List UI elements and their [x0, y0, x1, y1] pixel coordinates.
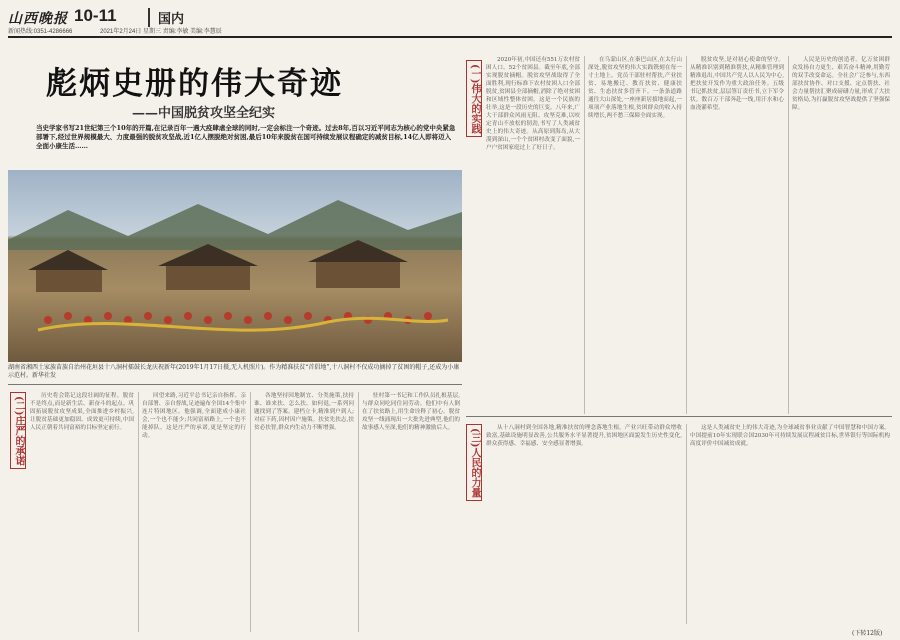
page-header	[8, 8, 892, 38]
text-column-5	[30, 392, 134, 632]
column-rule	[138, 392, 139, 632]
text-column-7	[254, 392, 354, 632]
paragraph: 2020年初,中国还有551万农村贫困人口、52个贫困县。截至年底,全部实现脱贫摘帽。脱贫攻坚战取得了全面胜利,现行标准下农村贫困人口全部脱贫,贫困县全部摘帽,消除了绝对贫困和区域性整体贫困。这是一个民族的壮举,这是一段历史的巨变。八年来,广大干部群众风雨无阻、攻坚克难,以咬定青山不放松的韧劲,书写了人类减贫史上的伟大奇迹。从高原到海岛,从大漠到深山,一个个贫困村改变了面貌,一户户贫困家庭过上了好日子。	[486, 57, 580, 151]
paragraph: 在乌蒙山区,在秦巴山区,在太行山深处,脱贫攻坚的伟大实践镌刻在每一寸土地上。党员干部驻村帮扶,产业扶贫、易地搬迁、教育扶贫、健康扶贫、生态扶贫多管齐下。一条条道路通往大山深处,一座座新居拔地而起,一项项产业落地生根,贫困群众的收入持续增长,两不愁三保障全面实现。	[588, 57, 682, 119]
headline: 彪炳史册的伟大奇迹	[46, 66, 343, 102]
section-label: 国内	[148, 8, 184, 27]
news-hotline: 新闻热线:0351-4286666	[8, 29, 73, 35]
text-column-4	[792, 56, 890, 414]
text-column-2	[588, 56, 682, 414]
text-column-6	[142, 392, 246, 632]
text-column-1	[486, 56, 580, 414]
page-number: 10-11	[74, 6, 117, 25]
continued-note: (下转12版)	[852, 630, 883, 637]
text-column-3	[690, 56, 784, 414]
paragraph: 各地坚持因地制宜、分类施策,扶持谁、谁来扶、怎么扶、如何退,一系列问题找到了答案。建档立卡,精准到户到人;对症下药,因村因户施策。扶贫先扶志,扶贫必扶智,群众内生动力不断增强。	[254, 393, 354, 431]
column-rule	[686, 424, 687, 624]
text-column-10	[690, 424, 890, 624]
paragraph: 历史将会铭记这段壮阔的征程。脱贫不是终点,而是新生活、新奋斗的起点。巩固拓展脱贫攻坚成果,全面推进乡村振兴,让脱贫基础更加稳固、成效更可持续,中国人民正朝着共同富裕的目标坚定前行。	[30, 393, 134, 431]
divider-rule	[8, 384, 462, 385]
section-marker-promise: (二)庄严的承诺	[10, 392, 26, 469]
paragraph: 回望来路,习近平总书记亲自指挥、亲自部署、亲自督战,足迹遍布全国14个集中连片特困地区。他强调,全面建成小康社会,一个也不能少;共同富裕路上,一个也不能掉队。这是庄严的承诺,更是坚定的行动。	[142, 393, 246, 439]
subheadline: ——中国脱贫攻坚全纪实	[132, 106, 276, 121]
village-photo	[8, 170, 462, 362]
text-column-8	[362, 392, 460, 632]
paragraph: 驻村第一书记和工作队员扎根基层,与群众同吃同住同劳动。他们中有人倒在了扶贫路上,用生命诠释了初心。脱贫攻坚一线涌现出一大批先进典型,他们的故事感人至深,他们的精神激励后人。	[362, 393, 460, 431]
column-rule	[358, 392, 359, 632]
text-column-9	[486, 424, 682, 624]
paragraph: 从十八洞村到全国各地,精准扶贫的理念落地生根。产业兴旺带动群众增收致富,基础设施明显改善,公共服务水平显著提升,贫困地区面貌发生历史性变化,群众获得感、幸福感、安全感显著增强。	[486, 425, 682, 447]
paragraph: 这是人类减贫史上的伟大奇迹,为全球减贫事业贡献了中国智慧和中国方案。中国提前10年实现联合国2030年可持续发展议程减贫目标,世界银行等国际机构高度评价中国减贫成就。	[690, 425, 890, 447]
column-rule	[686, 56, 687, 414]
column-rule	[250, 392, 251, 632]
photo-caption: 湖南省湘西土家族苗族自治州花垣县十八洞村擂鼓长龙庆祝新年(2019年1月17日摄,无人机照片)。作为精准扶贫“首倡地”,十八洞村不仅成功摘掉了贫困的帽子,还成为小康示范村。新华社发	[8, 364, 460, 379]
village-illustration	[8, 170, 462, 362]
paragraph: 脱贫攻坚,是对初心使命的坚守。从精准识别到精准帮扶,从精准管理到精准退出,中国共产党人以人民为中心,把扶贫开发作为重大政治任务。五级书记抓扶贫,层层签订责任书,立下军令状。数百万干部奔赴一线,用汗水和心血浇灌希望。	[690, 57, 784, 111]
column-rule	[788, 56, 789, 414]
editor-line: 2021年2月24日 星期三 责编:李敏 美编:李慧辰	[100, 29, 222, 35]
masthead-logo: 山西晚报	[8, 11, 68, 27]
divider-rule	[466, 416, 892, 417]
section-marker-practice: (一)伟大的实践	[466, 60, 482, 137]
section-marker-power: (三)人民的力量	[466, 424, 482, 501]
column-rule	[584, 56, 585, 414]
paragraph: 人民是历史的创造者。亿万贫困群众发扬自力更生、艰苦奋斗精神,用勤劳的双手改变命运。全社会广泛参与,东西部扶贫协作、对口支援、定点帮扶、社会力量帮扶汇聚成磅礴力量,形成了大扶贫格局,为打赢脱贫攻坚战提供了坚强保障。	[792, 57, 890, 111]
lead-paragraph: 当史学家书写21世纪第三个10年的开篇,在记录百年一遇大疫肆虐全球的同时,一定会标注一个奇迹。过去8年,百以习近平同志为核心的党中央紧急部署下,经过世界规模最大、力度最强的脱贫攻坚战,近1亿人摆脱绝对贫困,最后10年来脱贫在国可持续发展议程确定的减贫目标,14亿人即将迈入全面小康生活……	[36, 124, 456, 150]
